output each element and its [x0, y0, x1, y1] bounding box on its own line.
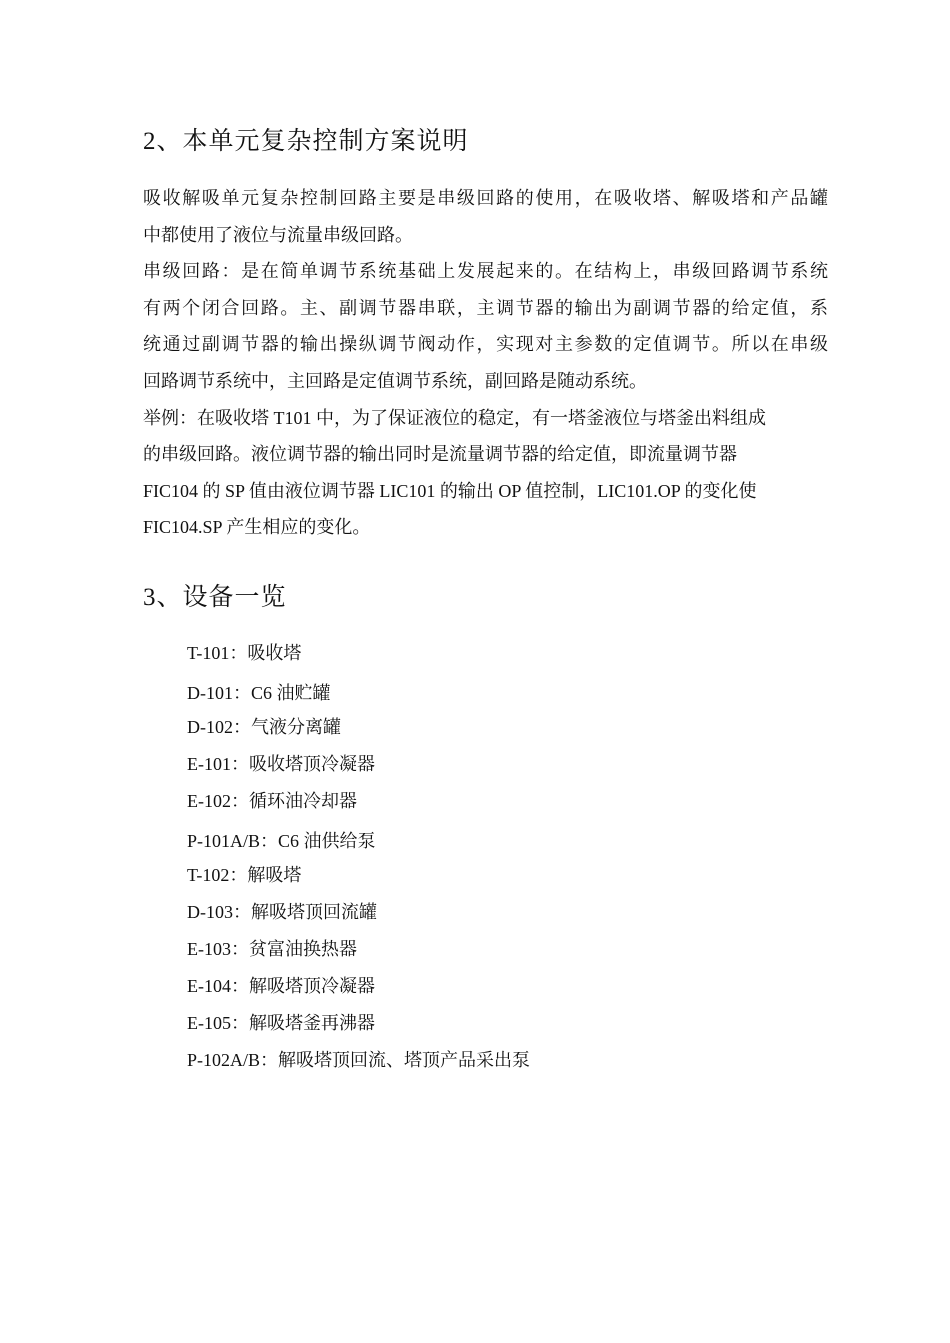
equipment-item: E-104：解吸塔顶冷凝器 — [187, 976, 375, 996]
paragraph-line: 统通过副调节器的输出操纵调节阀动作，实现对主参数的定值调节。所以在串级 — [143, 334, 828, 355]
paragraph-line: 串级回路：是在简单调节系统基础上发展起来的。在结构上，串级回路调节系统 — [143, 261, 828, 282]
section-2-body — [143, 180, 828, 546]
equipment-item: E-103：贫富油换热器 — [187, 939, 357, 959]
section-3-heading: 3、设备一览 — [143, 584, 287, 611]
equipment-item: T-102：解吸塔 — [187, 865, 302, 885]
paragraph-line: 的串级回路。液位调节器的输出同时是流量调节器的给定值，即流量调节器 — [143, 444, 737, 465]
paragraph-line: 吸收解吸单元复杂控制回路主要是串级回路的使用，在吸收塔、解吸塔和产品罐 — [143, 188, 828, 208]
equipment-item: D-102：气液分离罐 — [187, 717, 341, 737]
section-2-heading: 2、本单元复杂控制方案说明 — [143, 128, 469, 155]
equipment-item: E-101：吸收塔顶冷凝器 — [187, 754, 375, 774]
paragraph-line: 有两个闭合回路。主、副调节器串联，主调节器的输出为副调节器的给定值，系 — [143, 297, 828, 318]
paragraph-line: 举例：在吸收塔 T101 中，为了保证液位的稳定，有一塔釜液位与塔釜出料组成 — [143, 407, 766, 428]
equipment-item: D-101：C6 油贮罐 — [187, 683, 331, 703]
paragraph-line: FIC104 的 SP 值由液位调节器 LIC101 的输出 OP 值控制，LIC101.OP 的变化使 — [143, 480, 757, 501]
paragraph-line: 回路调节系统中，主回路是定值调节系统，副回路是随动系统。 — [143, 370, 647, 391]
equipment-item: E-105：解吸塔釜再沸器 — [187, 1013, 375, 1033]
equipment-item: P-102A/B：解吸塔顶回流、塔顶产品采出泵 — [187, 1050, 531, 1070]
equipment-item: E-102：循环油冷却器 — [187, 791, 357, 811]
paragraph-line: FIC104.SP 产生相应的变化。 — [143, 517, 371, 538]
equipment-item: D-103：解吸塔顶回流罐 — [187, 902, 377, 922]
paragraph-line: 中都使用了液位与流量串级回路。 — [143, 224, 413, 245]
equipment-item: P-101A/B：C6 油供给泵 — [187, 831, 376, 851]
equipment-item: T-101：吸收塔 — [187, 643, 302, 663]
